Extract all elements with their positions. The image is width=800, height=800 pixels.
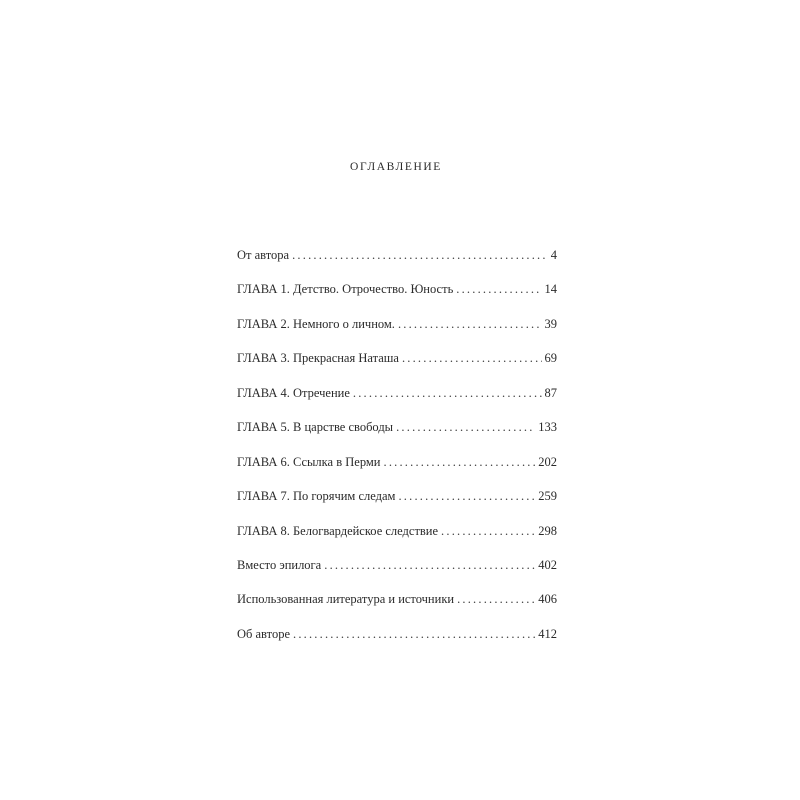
toc-leader-dots <box>293 625 535 643</box>
toc-entry-page: 14 <box>544 282 557 297</box>
toc-entry-page: 133 <box>538 420 557 435</box>
toc-entry-chapter-3 <box>237 349 557 383</box>
toc-entry-page: 259 <box>538 489 557 504</box>
toc-entry-label: Об авторе <box>237 626 290 641</box>
toc-entry-chapter-6 <box>237 453 557 487</box>
toc-entry-page: 39 <box>544 316 557 331</box>
table-of-contents <box>237 246 557 659</box>
toc-entry-chapter-8 <box>237 522 557 556</box>
toc-entry-chapter-5 <box>237 418 557 452</box>
toc-leader-dots <box>384 453 536 471</box>
toc-leader-dots <box>456 280 541 298</box>
toc-leader-dots <box>398 315 542 333</box>
toc-entry-chapter-7 <box>237 487 557 521</box>
toc-entry-label: ГЛАВА 6. Ссылка в Перми <box>237 454 381 469</box>
toc-entry-page: 87 <box>544 385 557 400</box>
toc-entry-label: ГЛАВА 3. Прекрасная Наташа <box>237 351 399 366</box>
toc-leader-dots <box>398 487 535 505</box>
toc-entry-sources <box>237 590 557 624</box>
toc-leader-dots <box>353 384 542 402</box>
toc-entry-label: От автора <box>237 248 290 262</box>
toc-entry-chapter-2 <box>237 315 557 349</box>
page-title: ОГЛАВЛЕНИЕ <box>350 161 442 173</box>
toc-leader-dots <box>396 418 535 436</box>
toc-entry-label: ГЛАВА 1. Детство. Отрочество. Юность <box>237 282 454 297</box>
toc-entry-page: 406 <box>538 592 557 607</box>
toc-entry-page: 4 <box>550 248 557 262</box>
toc-leader-dots <box>441 522 535 540</box>
toc-leader-dots <box>292 246 548 264</box>
toc-entry-page: 412 <box>538 626 557 641</box>
toc-entry-label: Вместо эпилога <box>237 557 322 572</box>
toc-entry-chapter-1 <box>237 280 557 314</box>
toc-entry-page: 69 <box>544 351 557 366</box>
toc-entry-epilogue <box>237 556 557 590</box>
toc-entry-author-foreword <box>237 246 557 280</box>
toc-leader-dots <box>402 349 542 367</box>
toc-leader-dots <box>324 556 535 574</box>
toc-entry-label: ГЛАВА 7. По горячим следам <box>237 489 396 504</box>
toc-entry-page: 402 <box>538 557 557 572</box>
toc-entry-page: 202 <box>538 454 557 469</box>
toc-entry-label: ГЛАВА 4. Отречение <box>237 385 350 400</box>
toc-entry-label: ГЛАВА 5. В царстве свободы <box>237 420 394 435</box>
toc-entry-about-author <box>237 625 557 659</box>
toc-entry-page: 298 <box>538 523 557 538</box>
toc-entry-chapter-4 <box>237 384 557 418</box>
toc-entry-label: Использованная литература и источники <box>237 592 455 607</box>
toc-entry-label: ГЛАВА 2. Немного о личном. <box>237 316 395 331</box>
toc-entry-label: ГЛАВА 8. Белогвардейское следствие <box>237 523 439 538</box>
toc-leader-dots <box>457 590 535 608</box>
